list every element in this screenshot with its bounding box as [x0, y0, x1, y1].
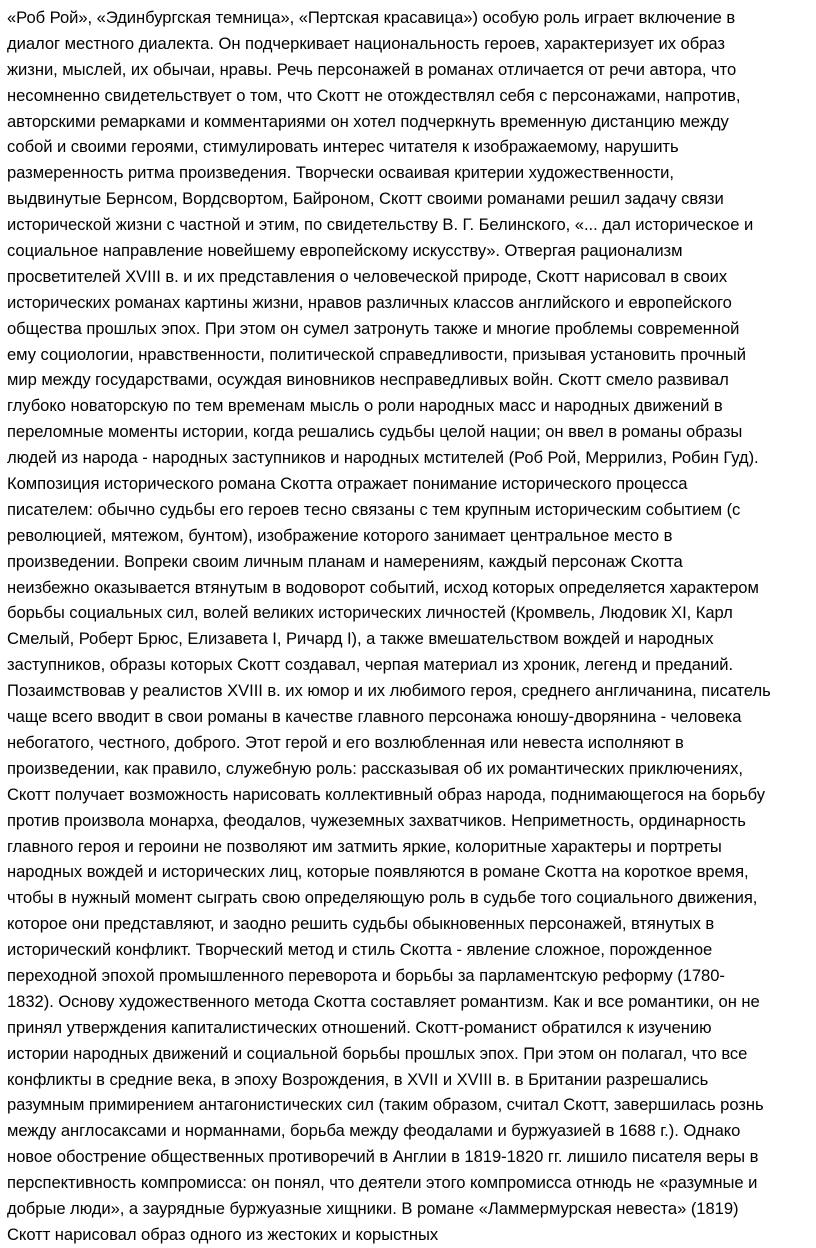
text-line: произведении. Вопреки своим личным планам и намерениям, каждый персонаж Скотта: [7, 551, 683, 571]
text-line: перспективность компромисса: он понял, что деятели этого компромисса отнюдь не «разумные и: [7, 1173, 758, 1193]
text-line: глубоко новаторскую по тем временам мысль о роли народных масс и народных движений в: [7, 396, 723, 416]
text-line: против произвола монарха, феодалов, чужеземных захватчиков. Неприметность, ординарность: [7, 810, 746, 830]
text-line: народных вождей и исторических лиц, которые появляются в романе Скотта на короткое время,: [7, 862, 749, 882]
text-line: чтобы в нужный момент сыграть свою определяющую роль в судьбе того социального движения,: [7, 888, 758, 908]
text-line: несомненно свидетельствует о том, что Скотт не отождествлял себя с персонажами, напротив,: [7, 85, 741, 105]
text-line: просветителей XVIII в. и их представления о человеческой природе, Скотт нарисовал в своих: [7, 266, 728, 286]
text-line: собой и своими героями, стимулировать интерес читателя к изображаемому, нарушить: [7, 137, 679, 157]
text-line: неизбежно оказывается втянутым в водоворот событий, исход которых определяется характером: [7, 577, 759, 597]
text-line: социальное направление новейшему европейскому искусству». Отвергая рационализм: [7, 241, 683, 261]
text-line: небогатого, честного, доброго. Этот герой и его возлюбленная или невеста исполняют в: [7, 732, 684, 752]
text-line: разумным примирением антагонистических сил (таким образом, считал Скотт, завершилась рознь: [7, 1095, 764, 1115]
text-line: исторический конфликт. Творческий метод и стиль Скотта - явление сложное, порожденное: [7, 940, 713, 960]
text-line: чаще всего вводит в свои романы в качестве главного персонажа юношу-дворянина - человека: [7, 707, 742, 727]
text-line: жизни, мыслей, их обычаи, нравы. Речь персонажей в романах отличается от речи автора, что: [7, 59, 737, 79]
text-line: диалог местного диалекта. Он подчеркивает национальность героев, характеризует их образ: [7, 33, 725, 53]
text-line: главного героя и героини не позволяют им затмить яркие, колоритные характеры и портреты: [7, 836, 722, 856]
text-line: произведении, как правило, служебную роль: рассказывая об их романтических приключениях,: [7, 758, 743, 778]
text-line: писателем: обычно судьбы его героев тесно связаны с тем крупным историческим событием (с: [7, 499, 741, 519]
text-line: Скотт получает возможность нарисовать коллективный образ народа, поднимающегося на борьбу: [7, 784, 766, 804]
text-line: общества прошлых эпох. При этом он сумел затронуть также и многие проблемы современной: [7, 318, 740, 338]
text-line: новое обострение общественных противоречий в Англии в 1819-1820 гг. лишило писателя веры в: [7, 1147, 759, 1167]
text-line: Позаимствовав у реалистов XVIII в. их юмор и их любимого героя, среднего англичанина, писатель: [7, 681, 771, 701]
text-line: людей из народа - народных заступников и народных мстителей (Роб Рой, Меррилиз, Робин Гуд).: [7, 448, 759, 468]
text-line: ему социологии, нравственности, политической справедливости, призывая установить прочный: [7, 344, 746, 364]
text-line: Смелый, Роберт Брюс, Елизавета I, Ричард I), а также вмешательством вождей и народных: [7, 629, 714, 649]
text-line: принял утверждения капиталистических отношений. Скотт-романист обратился к изучению: [7, 1017, 712, 1037]
text-line: добрые люди», а заурядные буржуазные хищники. В романе «Ламмермурская невеста» (1819): [7, 1198, 739, 1218]
text-line: исторических романах картины жизни, нравов различных классов английского и европейского: [7, 292, 732, 312]
text-line: авторскими ремарками и комментариями он хотел подчеркнуть временную дистанцию между: [7, 111, 729, 131]
text-line: которое они представляют, и заодно решить судьбы обыкновенных персонажей, втянутых в: [7, 914, 715, 934]
text-line: переходной эпохой промышленного переворота и борьбы за парламентскую реформу (1780-: [7, 965, 725, 985]
text-line: революцией, мятежом, бунтом), изображение которого занимает центральное место в: [7, 525, 673, 545]
text-line: заступников, образы которых Скотт создавал, черпая материал из хроник, легенд и преданий.: [7, 655, 734, 675]
text-line: 1832). Основу художественного метода Скотта составляет романтизм. Как и все романтики, он не: [7, 991, 760, 1011]
text-line: «Роб Рой», «Эдинбургская темница», «Пертская красавица») особую роль играет включение в: [7, 8, 736, 27]
text-line: между англосаксами и норманнами, борьба между феодалами и буржуазией в 1688 г.). Однако: [7, 1121, 741, 1141]
text-line: Скотт нарисовал образ одного из жестоких и корыстных: [7, 1224, 439, 1244]
text-line: конфликты в средние века, в эпоху Возрождения, в XVII и XVIII в. в Британии разрешались: [7, 1069, 709, 1089]
text-line: борьбы социальных сил, волей великих исторических личностей (Кромвель, Людовик XI, Карл: [7, 603, 733, 623]
text-line: исторической жизни с частной и этим, по свидетельству В. Г. Белинского, «... дал историческое и: [7, 215, 754, 235]
text-line: переломные моменты истории, когда решались судьбы целой нации; он ввел в романы образы: [7, 422, 743, 442]
text-line: размеренность ритма произведения. Творчески осваивая критерии художественности,: [7, 163, 674, 183]
text-line: мир между государствами, осуждая виновников несправедливых войн. Скотт смело развивал: [7, 370, 729, 390]
text-line: истории народных движений и социальной борьбы прошлых эпох. При этом он полагал, что все: [7, 1043, 748, 1063]
text-line: Композиция исторического романа Скотта отражает понимание исторического процесса: [7, 474, 688, 494]
text-line: выдвинутые Бернсом, Вордсвортом, Байроном, Скотт своими романами решил задачу связи: [7, 189, 724, 209]
